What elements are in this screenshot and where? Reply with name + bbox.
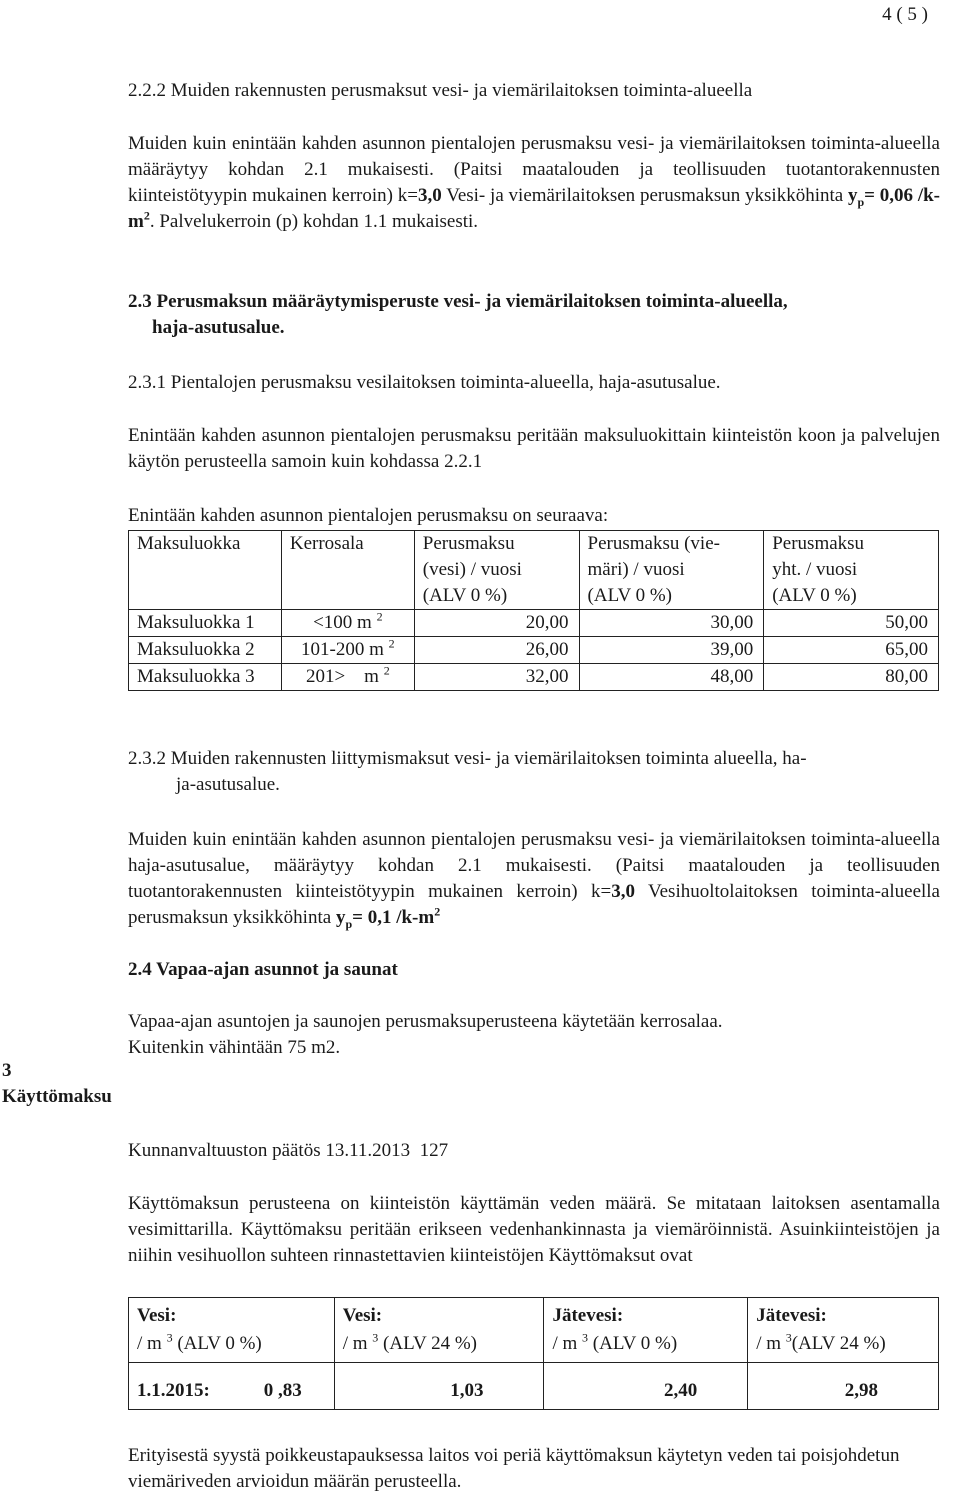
table-row: Maksuluokka 2 101-200 m $^2$ 26,00 39,00 65,00 <box>129 637 939 664</box>
section-2-3-1-text: Enintään kahden asunnon pientalojen perusmaksu peritään maksuluokittain kiinteistön koon ja palvelujen käytön perusteella samoin kuin kohdassa 2.2.1 <box>128 425 940 472</box>
fee-header-cell: Perusmaksu (vie- märi) / vuosi (ALV 0 %) <box>579 531 764 610</box>
table-row: Maksuluokka 3 201> m $^2$ 32,00 48,00 80,00 <box>129 664 939 691</box>
footer-text: Erityisestä syystä poikkeustapauksessa laitos voi periä käyttömaksun käytetyn veden tai poisjohdetun viemäriveden arvioidun määrän perusteella. <box>128 1445 900 1492</box>
section-2-3-2-heading: 2.3.2 Muiden rakennusten liittymismaksut vesi- ja viemärilaitoksen toiminta alueella, ha- ja-asutusalue. <box>128 748 807 795</box>
section-2-3-heading: 2.3 Perusmaksun määräytymisperuste vesi- ja viemärilaitoksen toiminta-alueella, haja-asutusalue. <box>128 291 788 338</box>
table-row: 1.1.2015: 0 ,83 1,03 2,40 2,98 <box>129 1363 939 1410</box>
section-2-3-1-intro: Enintään kahden asunnon pientalojen perusmaksu on seuraava: <box>128 505 609 526</box>
fee-table <box>128 530 939 691</box>
usage-fee-table <box>128 1297 939 1410</box>
section-2-3-2-text: Muiden kuin enintään kahden asunnon pientalojen perusmaksu vesi- ja viemärilaitoksen toiminta-alueella haja-asutusalue, määräytyy kohdan 2.1 mukaisesti. (Paitsi maatalouden ja teollisuuden tuotantorakennusten kiinteistötyypin mukainen kerroin) k=3,0 Vesihuoltolaitoksen toiminta-alueella perusmaksun yksikköhinta $y_p= 0,1$ $/k-m^2$ <box>128 829 940 931</box>
usage-header-cell: Jätevesi: / m $^3$ (ALV 0 %) <box>544 1298 748 1363</box>
usage-table-header <box>129 1298 939 1363</box>
fee-header-cell: Kerrosala <box>281 531 414 610</box>
fee-header-cell: Maksuluokka <box>129 531 282 610</box>
section-2-4-text: Vapaa-ajan asuntojen ja saunojen perusmaksuperusteena käytetään kerrosalaa. Kuitenkin vähintään 75 m2. <box>128 1011 723 1058</box>
usage-header-cell: Vesi: / m $^3$ (ALV 0 %) <box>129 1298 335 1363</box>
fee-header-cell: Perusmaksu yht. / vuosi (ALV 0 %) <box>764 531 939 610</box>
usage-header-cell: Jätevesi: / m $^3$(ALV 24 %) <box>748 1298 939 1363</box>
decision-reference: Kunnanvaltuuston päätös 13.11.2013 127 <box>128 1140 449 1161</box>
page-number: 4 ( 5 ) <box>882 4 928 25</box>
fee-table-header <box>129 531 939 610</box>
section-2-2-2-heading: 2.2.2 Muiden rakennusten perusmaksut vesi- ja viemärilaitoksen toiminta-alueella <box>128 80 753 101</box>
usage-header-cell: Vesi: / m $^3$ (ALV 24 %) <box>334 1298 544 1363</box>
section-2-2-2-text: Muiden kuin enintään kahden asunnon pientalojen perusmaksu vesi- ja viemärilaitoksen toiminta-alueella määräytyy kohdan 2.1 mukaisesti. (Paitsi maatalouden ja teollisuuden tuotantorakennusten kiinteistötyypin mukainen kerroin) k=3,0 Vesi- ja viemärilaitoksen perusmaksun yksikköhinta $y_p= 0,06$ $/k-m^2$. Palvelukerroin (p) kohdan 1.1 mukaisesti. <box>128 133 941 232</box>
section-2-3-1-heading: 2.3.1 Pientalojen perusmaksu vesilaitoksen toiminta-alueella, haja-asutusalue. <box>128 372 721 393</box>
side-heading-kayttomaksu: 3 Käyttömaksu <box>2 1060 112 1107</box>
fee-header-cell: Perusmaksu (vesi) / vuosi (ALV 0 %) <box>414 531 579 610</box>
table-row: Maksuluokka 1 <100 m $^2$ 20,00 30,00 50,00 <box>129 610 939 637</box>
section-3-text: Käyttömaksun perusteena on kiinteistön käyttämän veden määrä. Se mitataan laitoksen asentamalla vesimittarilla. Käyttömaksu peritään erikseen vedenhankinnasta ja viemäröinnistä. Asuinkiinteistöjen ja niihin vesihuollon suhteen rinnastettavien kiinteistöjen Käyttömaksut ovat <box>128 1193 940 1266</box>
section-2-4-heading: 2.4 Vapaa-ajan asunnot ja saunat <box>128 959 398 980</box>
